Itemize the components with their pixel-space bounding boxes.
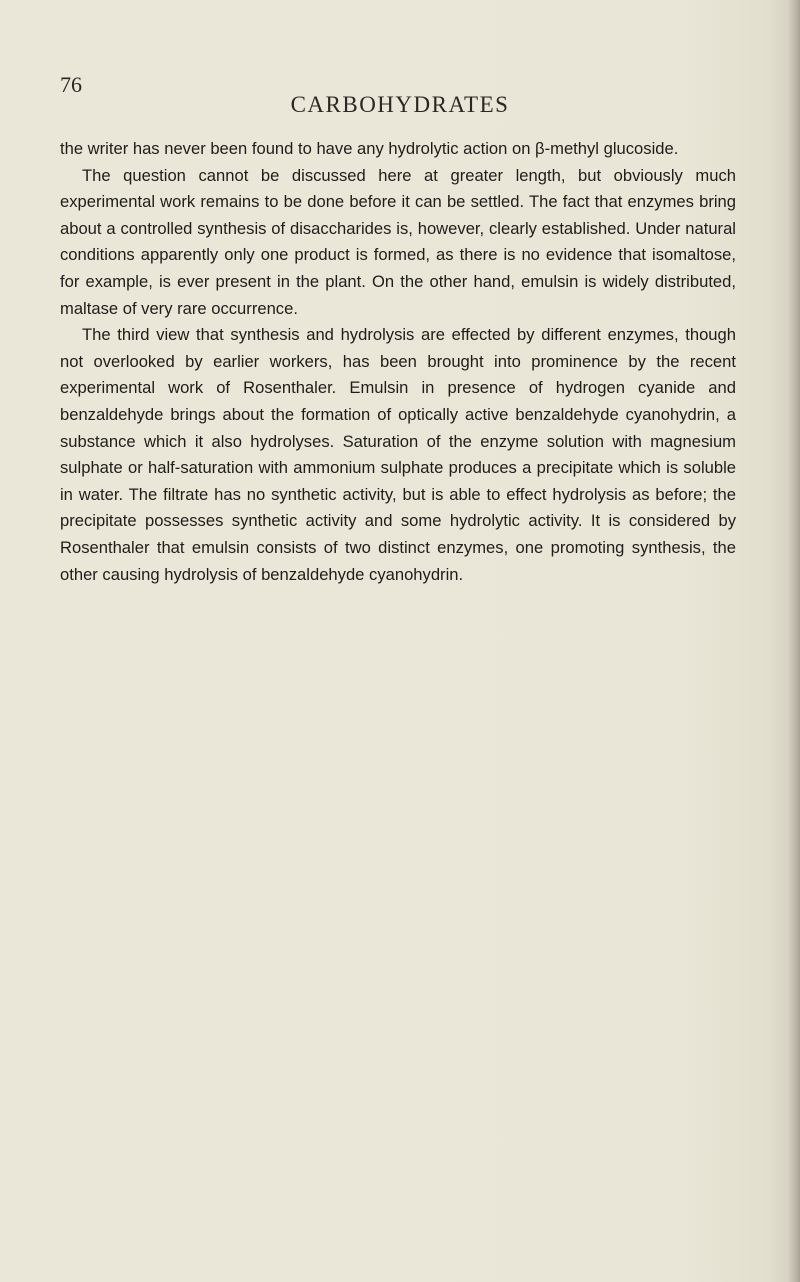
paragraph-3: The third view that synthesis and hydrolysis are effected by different enzymes, though not overlooked by earlier workers, has been brought into prominence by the recent experimental work of Rosenthaler. Emulsin in presence of hydrogen cyanide and benzaldehyde brings about the formation of optically active benzaldehyde cyanohydrin, a substance which it also hydrolyses. Saturation of the enzyme solution with magnesium sulphate or half-saturation with ammonium sulphate produces a precipitate which is soluble in water. The filtrate has no synthetic activity, but is able to effect hydrolysis as before; the precipitate possesses synthetic activity and some hydrolytic activity. It is considered by Rosenthaler that emulsin consists of two distinct enzymes, one promoting synthesis, the other causing hydrolysis of benzaldehyde cyanohydrin. — [60, 325, 736, 584]
paragraph-2: The question cannot be discussed here at greater length, but obviously much experimental work remains to be done before it can be settled. The fact that enzymes bring about a controlled synthesis of disaccharides is, however, clearly established. Under natural conditions apparently only one product is formed, as there is no evidence that isomaltose, for example, is ever present in the plant. On the other hand, emulsin is widely distributed, maltase of very rare occurrence. — [60, 165, 736, 318]
page-number: 76 — [60, 72, 82, 97]
body-text — [60, 136, 736, 588]
running-title: CARBOHYDRATES — [290, 92, 510, 117]
paragraph-1: the writer has never been found to have any hydrolytic action on β-methyl glucoside. — [60, 139, 679, 158]
page-edge-shadow — [788, 0, 800, 1282]
